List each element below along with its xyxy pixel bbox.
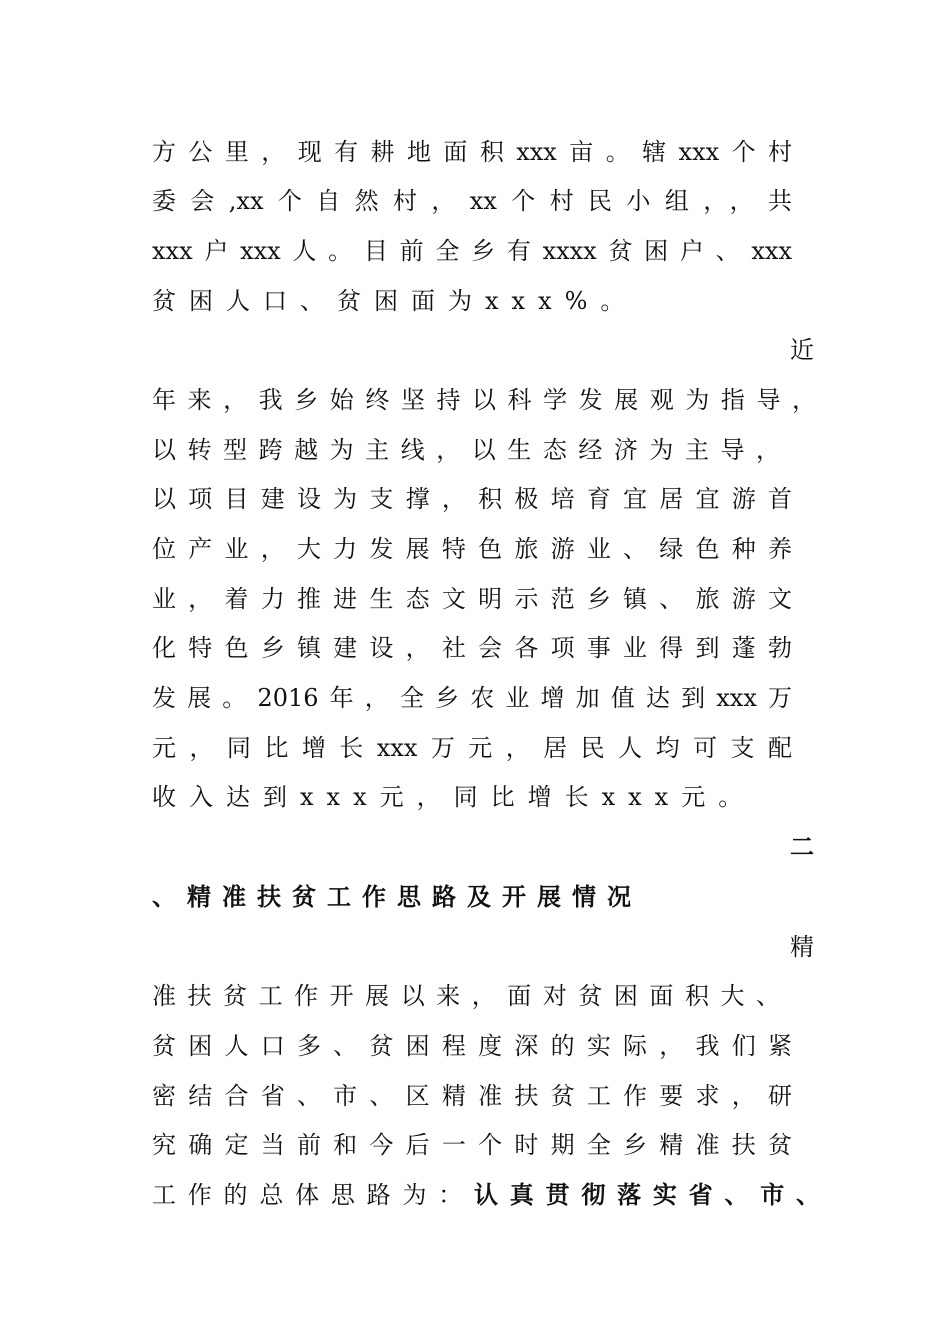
paragraph2-line-7: 发展。2016年，全乡农业增加值达到xxx万 (152, 684, 792, 712)
paragraph1-line-2: 委会,xx个自然村，xx个村民小组，，共 (152, 187, 792, 215)
paragraph1-line-4: 贫困人口、贫困面为xxx%。 (152, 287, 638, 315)
paragraph2-line-6: 化特色乡镇建设，社会各项事业得到蓬勃 (152, 634, 792, 662)
paragraph3-line-5 (152, 1175, 820, 1215)
paragraph2-line-5: 业，着力推进生态文明示范乡镇、旅游文 (152, 585, 792, 613)
paragraph3-line-5-bold: 认真贯彻落实省、市、 (474, 1180, 820, 1209)
paragraph2-line-4: 位产业，大力发展特色旅游业、绿色种养 (152, 535, 792, 563)
paragraph1-line-3: xxx户xxx人。目前全乡有xxxx贫困户、xxx (152, 237, 792, 265)
paragraph2-line-2: 以转型跨越为主线，以生态经济为主导， (152, 436, 780, 464)
paragraph3-line-3: 密结合省、市、区精准扶贫工作要求，研 (152, 1082, 792, 1110)
paragraph1-line-1: 方公里，现有耕地面积xxx亩。辖xxx个村 (152, 138, 792, 166)
paragraph3-line-2: 贫困人口多、贫困程度深的实际，我们紧 (152, 1032, 792, 1060)
paragraph2-line-8: 元，同比增长xxx万元，居民人均可支配 (152, 734, 792, 762)
paragraph2-line-1: 年来，我乡始终坚持以科学发展观为指导， (152, 386, 816, 414)
section-heading: 、精准扶贫工作思路及开展情况 (152, 882, 642, 911)
paragraph3-lead-char: 精 (790, 933, 814, 961)
paragraph3-line-4: 究确定当前和今后一个时期全乡精准扶贫 (152, 1131, 792, 1159)
paragraph3-line-5-normal: 工作的总体思路为： (152, 1181, 474, 1209)
paragraph2-line-3: 以项目建设为支撑，积极培育宜居宜游首 (152, 485, 792, 513)
paragraph3-line-1: 准扶贫工作开展以来，面对贫困面积大、 (152, 982, 780, 1010)
paragraph2-lead-char: 近 (790, 336, 814, 364)
section-number: 二 (790, 832, 814, 861)
paragraph2-line-9: 收入达到xxx元，同比增长xxx元。 (152, 783, 756, 811)
